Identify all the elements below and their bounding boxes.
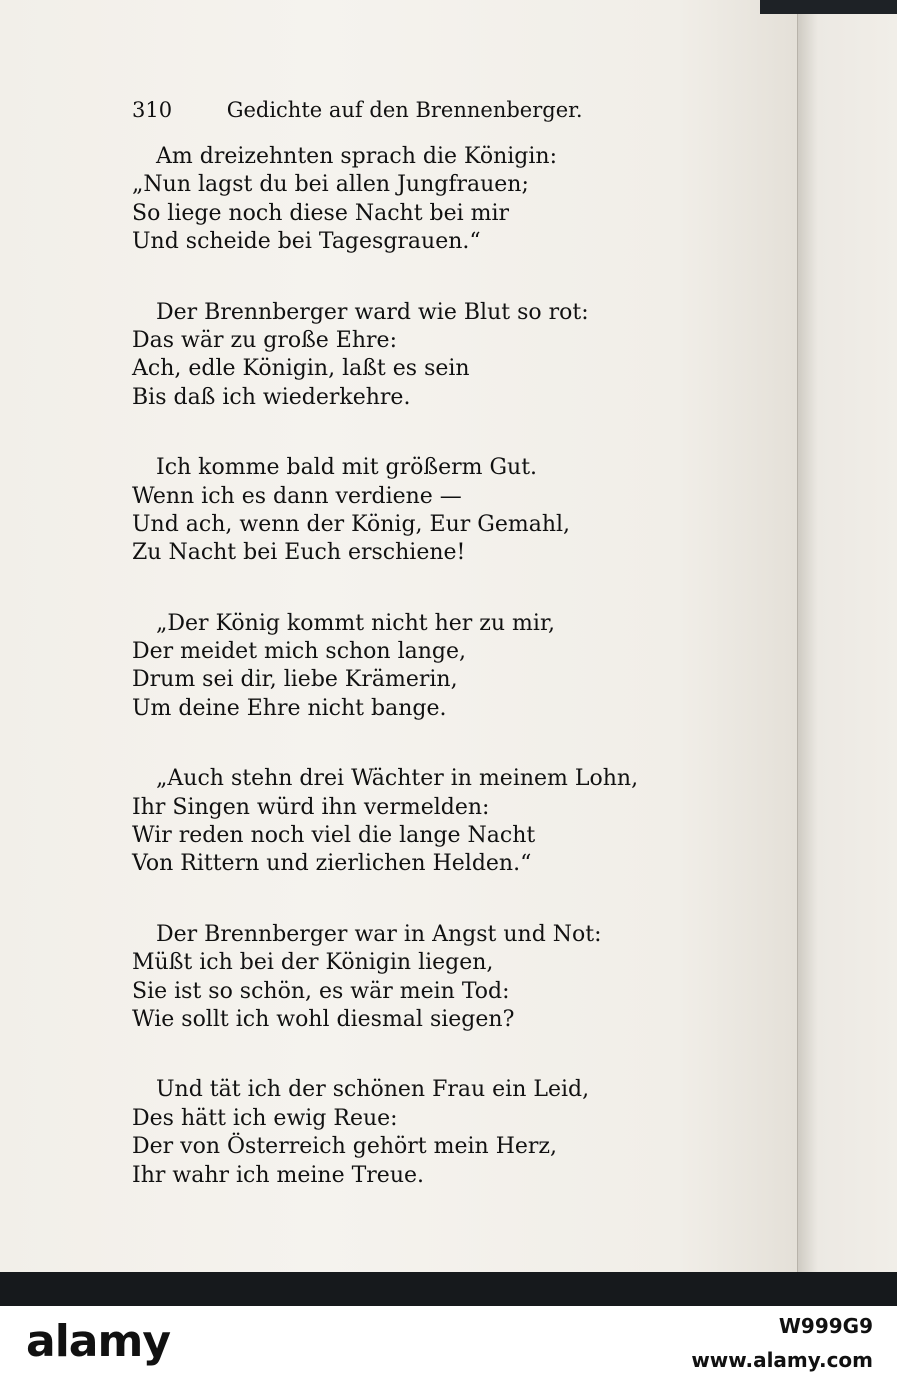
scan-background-corner <box>760 0 897 14</box>
poem-body <box>132 143 652 1232</box>
page-number: 310 <box>132 98 173 122</box>
poem-line: So liege noch diese Nacht bei mir <box>132 200 510 226</box>
poem-line: Der Brennberger war in Angst und Not: <box>156 921 602 947</box>
stanza <box>132 921 652 1035</box>
stanza <box>132 299 652 413</box>
poem-line: Wie sollt ich wohl diesmal siegen? <box>132 1006 515 1032</box>
poem-line: Das wär zu große Ehre: <box>132 327 397 353</box>
stanza <box>132 610 652 724</box>
poem-line: Sie ist so schön, es wär mein Tod: <box>132 978 510 1004</box>
poem-line: Ach, edle Königin, laßt es sein <box>132 356 470 382</box>
running-title: Gedichte auf den Brennenberger. <box>226 98 583 122</box>
stanza <box>132 143 652 257</box>
poem-line: Und scheide bei Tagesgrauen.“ <box>132 229 481 255</box>
poem-line: Des hätt ich ewig Reue: <box>132 1105 398 1131</box>
poem-line: Am dreizehnten sprach die Königin: <box>156 144 557 169</box>
poem-line: „Nun lagst du bei allen Jungfrauen; <box>132 172 529 198</box>
poem-line: Wir reden noch viel die lange Nacht <box>132 823 536 849</box>
image-id: W999G9 <box>778 1314 873 1338</box>
poem-line: Der von Österreich gehört mein Herz, <box>132 1134 558 1160</box>
poem-line: Um deine Ehre nicht bange. <box>132 695 447 721</box>
poem-line: Müßt ich bei der Königin liegen, <box>132 950 494 976</box>
poem-line: Der Brennberger ward wie Blut so rot: <box>156 299 589 325</box>
right-page-edge <box>797 0 897 1272</box>
poem-line: Und tät ich der schönen Frau ein Leid, <box>156 1077 590 1103</box>
stanza <box>132 765 652 879</box>
watermark-url: www.alamy.com <box>691 1348 873 1372</box>
poem-line: „Auch stehn drei Wächter in meinem Lohn, <box>156 766 639 792</box>
poem-line: Und ach, wenn der König, Eur Gemahl, <box>132 511 571 537</box>
poem-line: Ich komme bald mit größerm Gut. <box>156 455 538 481</box>
poem-line: Ihr wahr ich meine Treue. <box>132 1162 425 1188</box>
alamy-logo: alamy <box>26 1316 170 1367</box>
poem-line: Von Rittern und zierlichen Helden.“ <box>132 851 532 877</box>
running-head <box>132 98 582 122</box>
stanza <box>132 454 652 568</box>
poem-line: „Der König kommt nicht her zu mir, <box>156 610 556 636</box>
poem-line: Wenn ich es dann verdiene — <box>132 483 462 509</box>
scan-bottom-edge <box>0 1272 897 1306</box>
poem-line: Der meidet mich schon lange, <box>132 639 467 665</box>
poem-line: Ihr Singen würd ihn vermelden: <box>132 794 490 820</box>
poem-line: Bis daß ich wiederkehre. <box>132 384 411 410</box>
poem-line: Zu Nacht bei Euch erschiene! <box>132 540 466 566</box>
stanza <box>132 1076 652 1190</box>
poem-line: Drum sei dir, liebe Krämerin, <box>132 667 458 693</box>
